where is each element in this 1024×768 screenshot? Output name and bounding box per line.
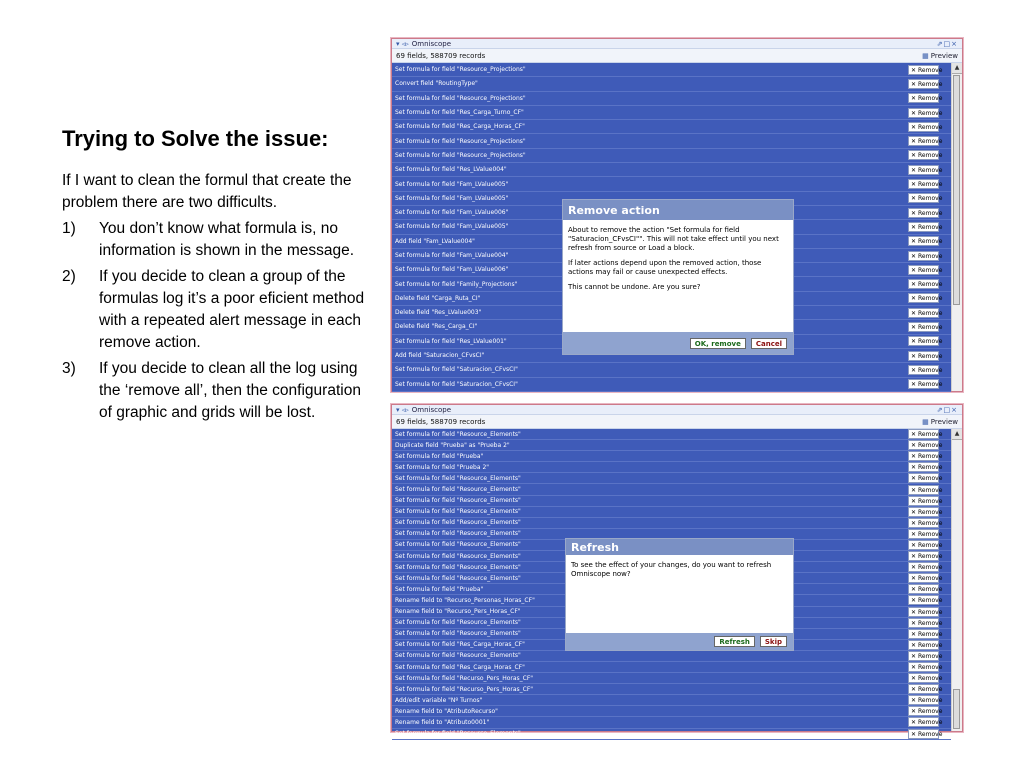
action-row[interactable]	[392, 695, 951, 706]
close-icon: ✕	[911, 266, 917, 274]
refresh-dialog	[565, 538, 794, 651]
remove-label: Remove	[918, 138, 943, 146]
slide-intro: If I want to clean the formul that create the problem there are two difficults.	[62, 172, 352, 211]
close-icon: ✕	[911, 486, 917, 494]
close-icon: ✕	[911, 453, 917, 461]
remove-button[interactable]	[908, 662, 943, 672]
remove-button[interactable]	[908, 562, 943, 572]
remove-button[interactable]	[908, 529, 943, 539]
action-label: Add/edit variable "Nº Turnos"	[395, 696, 483, 704]
remove-button[interactable]	[908, 706, 943, 716]
remove-label: Remove	[918, 295, 943, 303]
action-row[interactable]	[392, 651, 951, 662]
action-label: Set formula for field "Resource_Projections"	[395, 66, 526, 74]
action-label: Rename field to "Recurso_Personas_Horas_CF"	[395, 596, 535, 604]
action-row[interactable]	[392, 177, 951, 191]
remove-button[interactable]	[908, 607, 943, 617]
close-icon: ✕	[911, 553, 917, 561]
action-label: Set formula for field "Resource_Elements"	[395, 430, 521, 438]
close-icon: ✕	[911, 238, 917, 246]
close-icon: ✕	[911, 575, 917, 583]
records-count: 69 fields, 588709 records	[396, 51, 486, 60]
remove-button[interactable]	[908, 365, 943, 375]
remove-label: Remove	[918, 209, 943, 217]
dialog-footer	[563, 332, 793, 354]
remove-label: Remove	[918, 366, 943, 374]
action-label: Set formula for field "Saturacion_CFvsCI"	[395, 380, 518, 388]
action-row[interactable]	[392, 473, 951, 484]
close-icon: ✕	[911, 619, 917, 627]
remove-label: Remove	[918, 475, 943, 483]
remove-label: Remove	[918, 541, 943, 549]
action-label: Set formula for field "Resource_Elements"	[395, 552, 521, 560]
close-icon: ✕	[911, 508, 917, 516]
scrollbar[interactable]	[951, 63, 962, 391]
remove-button[interactable]	[908, 551, 943, 561]
remove-button[interactable]	[908, 79, 943, 89]
remove-label: Remove	[918, 641, 943, 649]
remove-button[interactable]	[908, 193, 943, 203]
close-icon: ✕	[911, 708, 917, 716]
remove-button[interactable]	[908, 179, 943, 189]
action-label: Set formula for field "Fam_LValue006"	[395, 266, 509, 274]
action-row[interactable]	[392, 149, 951, 163]
window-title: Omniscope	[411, 39, 452, 48]
remove-button[interactable]	[908, 379, 943, 389]
remove-label: Remove	[918, 508, 943, 516]
close-icon: ✕	[911, 181, 917, 189]
action-label: Convert field "RoutingType"	[395, 80, 478, 88]
action-label: Set formula for field "Resource_Elements"	[395, 497, 521, 505]
remove-label: Remove	[918, 238, 943, 246]
dialog-title: Remove action	[563, 200, 793, 220]
remove-button[interactable]	[908, 507, 943, 517]
dialog-confirm: This cannot be undone. Are you sure?	[568, 283, 701, 291]
dialog-warning: If later actions depend upon the removed action, those actions may fail or cause unexpected effects.	[568, 259, 762, 276]
dialog-message: About to remove the action "Set formula for field "Saturacion_CFvsCI"". This will not take effect until you next refresh from source or Load a block.	[568, 226, 779, 252]
close-icon: ✕	[911, 564, 917, 572]
close-icon: ✕	[911, 519, 917, 527]
action-row[interactable]	[392, 673, 951, 684]
action-label: Set formula for field "Recurso_Pers_Horas_CF"	[395, 685, 534, 693]
action-label: Set formula for field "Res_Carga_Horas_CF"	[395, 641, 525, 649]
action-label: Set formula for field "Resource_Elements"	[395, 508, 521, 516]
action-label: Set formula for field "Resource_Elements"	[395, 630, 521, 638]
issue-list	[62, 218, 378, 424]
action-row[interactable]	[392, 120, 951, 134]
close-icon: ✕	[911, 686, 917, 694]
remove-button[interactable]	[908, 684, 943, 694]
close-icon: ✕	[911, 664, 917, 672]
action-label: Set formula for field "Saturacion_CFvsCI"	[395, 366, 518, 374]
remove-label: Remove	[918, 597, 943, 605]
action-label: Set formula for field "Fam_LValue005"	[395, 223, 509, 231]
remove-label: Remove	[918, 719, 943, 727]
remove-button[interactable]	[908, 222, 943, 232]
remove-label: Remove	[918, 95, 943, 103]
remove-button[interactable]	[908, 429, 943, 439]
remove-label: Remove	[918, 166, 943, 174]
action-row[interactable]	[392, 462, 951, 473]
remove-action-dialog	[562, 199, 794, 355]
remove-button[interactable]	[908, 640, 943, 650]
ok-remove-button[interactable]: OK, remove	[690, 338, 746, 349]
window-menu-icon[interactable]: ▾ ◃▹	[396, 405, 409, 414]
scroll-up-icon[interactable]: ▲	[952, 63, 962, 74]
scrollbar[interactable]	[951, 429, 962, 731]
close-icon: ✕	[911, 381, 917, 389]
window-titlebar	[392, 39, 962, 49]
remove-label: Remove	[918, 223, 943, 231]
action-label: Set formula for field "Resource_Projections"	[395, 94, 526, 102]
remove-label: Remove	[918, 442, 943, 450]
issue-number: 1)	[62, 220, 76, 237]
dialog-footer	[566, 633, 793, 650]
remove-button[interactable]	[908, 108, 943, 118]
cancel-button[interactable]: Cancel	[751, 338, 787, 349]
action-label: Set formula for field "Res_Carga_Horas_CF"	[395, 123, 525, 131]
action-label: Set formula for field "Fam_LValue005"	[395, 180, 509, 188]
close-icon: ✕	[911, 80, 917, 88]
close-icon: ✕	[911, 95, 917, 103]
issue-number: 3)	[62, 360, 76, 377]
remove-label: Remove	[918, 66, 943, 74]
slide-text-block	[62, 126, 378, 428]
remove-label: Remove	[918, 530, 943, 538]
remove-label: Remove	[918, 519, 943, 527]
remove-button[interactable]	[908, 729, 943, 739]
action-label: Rename field to "Atributo0001"	[395, 718, 490, 726]
close-icon: ✕	[911, 281, 917, 289]
close-icon: ✕	[911, 586, 917, 594]
remove-button[interactable]	[908, 293, 943, 303]
dialog-message: To see the effect of your changes, do you want to refresh Omniscope now?	[571, 561, 772, 578]
skip-button[interactable]: Skip	[760, 636, 787, 647]
window-title: Omniscope	[411, 405, 452, 414]
close-icon: ✕	[911, 641, 917, 649]
close-icon: ✕	[911, 675, 917, 683]
issue-item-1	[62, 218, 378, 262]
action-label: Set formula for field "Res_LValue004"	[395, 166, 507, 174]
close-icon: ✕	[911, 475, 917, 483]
close-icon: ✕	[911, 195, 917, 203]
issue-item-3	[62, 358, 378, 424]
preview-label: Preview	[930, 51, 958, 60]
action-label: Set formula for field "Res_Carga_Horas_CF"	[395, 663, 525, 671]
action-label: Rename field to "Recurso_Pers_Horas_CF"	[395, 608, 521, 616]
remove-label: Remove	[918, 675, 943, 683]
scrollbar-thumb[interactable]	[953, 689, 960, 729]
remove-button[interactable]	[908, 473, 943, 483]
remove-label: Remove	[918, 497, 943, 505]
remove-label: Remove	[918, 697, 943, 705]
remove-label: Remove	[918, 608, 943, 616]
action-row[interactable]	[392, 77, 951, 91]
remove-label: Remove	[918, 464, 943, 472]
remove-button[interactable]	[908, 573, 943, 583]
remove-label: Remove	[918, 309, 943, 317]
action-label: Set formula for field "Resource_Elements"	[395, 519, 521, 527]
action-label: Set formula for field "Res_LValue001"	[395, 337, 507, 345]
remove-label: Remove	[918, 575, 943, 583]
remove-label: Remove	[918, 686, 943, 694]
dialog-body	[566, 555, 793, 591]
remove-button[interactable]	[908, 208, 943, 218]
close-icon: ✕	[911, 123, 917, 131]
remove-button[interactable]	[908, 584, 943, 594]
action-row[interactable]	[392, 363, 951, 377]
action-row[interactable]	[392, 717, 951, 728]
close-icon: ✕	[911, 352, 917, 360]
close-icon: ✕	[911, 109, 917, 117]
action-row[interactable]	[392, 684, 951, 695]
preview-icon: ▦	[922, 51, 929, 60]
omniscope-window-bottom	[391, 404, 963, 738]
remove-button[interactable]	[908, 93, 943, 103]
action-row[interactable]	[392, 440, 951, 451]
action-label: Set formula for field "Fam_LValue006"	[395, 209, 509, 217]
remove-label: Remove	[918, 586, 943, 594]
remove-label: Remove	[918, 486, 943, 494]
action-label: Set formula for field "Res_Carga_Turno_CF"	[395, 109, 524, 117]
window-titlebar	[392, 405, 962, 415]
remove-button[interactable]	[908, 150, 943, 160]
omniscope-window-top	[391, 38, 963, 392]
action-label: Duplicate field "Prueba" as "Prueba 2"	[395, 441, 510, 449]
close-icon: ✕	[911, 431, 917, 439]
remove-button[interactable]	[908, 351, 943, 361]
close-icon: ✕	[911, 338, 917, 346]
action-label: Set formula for field "Prueba"	[395, 452, 484, 460]
remove-button[interactable]	[908, 265, 943, 275]
issue-item-2	[62, 266, 378, 354]
preview-label: Preview	[930, 417, 958, 426]
remove-button[interactable]	[908, 618, 943, 628]
action-label: Set formula for field "Resource_Elements"	[395, 619, 521, 627]
remove-button[interactable]	[908, 336, 943, 346]
scrollbar-thumb[interactable]	[953, 75, 960, 305]
remove-button[interactable]	[908, 717, 943, 727]
action-label: Rename field to "AtributoRecurso"	[395, 707, 498, 715]
remove-button[interactable]	[908, 279, 943, 289]
close-icon: ✕	[911, 166, 917, 174]
remove-label: Remove	[918, 195, 943, 203]
action-row[interactable]	[392, 378, 951, 392]
action-label: Delete field "Res_LValue003"	[395, 309, 482, 317]
remove-label: Remove	[918, 431, 943, 439]
remove-button[interactable]	[908, 308, 943, 318]
action-label: Set formula for field "Prueba"	[395, 585, 484, 593]
action-label: Add field "Saturacion_CFvsCI"	[395, 352, 485, 360]
action-label: Set formula for field "Resource_Projections"	[395, 151, 526, 159]
action-label: Set formula for field "Fam_LValue004"	[395, 252, 509, 259]
close-icon: ✕	[911, 209, 917, 217]
action-label: Set formula for field "Recurso_Pers_Horas_CF"	[395, 674, 534, 682]
close-icon: ✕	[911, 323, 917, 331]
remove-label: Remove	[918, 630, 943, 638]
action-row[interactable]	[392, 63, 951, 77]
action-label: Set formula for field "Resource_Elements"	[395, 541, 521, 549]
remove-button[interactable]	[908, 440, 943, 450]
remove-label: Remove	[918, 80, 943, 88]
action-label: Set formula for field "Prueba 2"	[395, 463, 490, 471]
action-row[interactable]	[392, 662, 951, 673]
remove-label: Remove	[918, 352, 943, 360]
remove-label: Remove	[918, 281, 943, 289]
remove-label: Remove	[918, 664, 943, 672]
action-row[interactable]	[392, 484, 951, 495]
close-icon: ✕	[911, 366, 917, 374]
remove-button[interactable]	[908, 540, 943, 550]
issue-number: 2)	[62, 268, 76, 285]
remove-button[interactable]	[908, 651, 943, 661]
scroll-up-icon[interactable]: ▲	[952, 429, 962, 440]
remove-button[interactable]	[908, 629, 943, 639]
preview-button[interactable]	[922, 418, 958, 426]
close-icon: ✕	[911, 597, 917, 605]
remove-button[interactable]	[908, 165, 943, 175]
action-row[interactable]	[392, 518, 951, 529]
window-menu-icon[interactable]: ▾ ◃▹	[396, 39, 409, 48]
remove-button[interactable]	[908, 673, 943, 683]
action-label: Set formula for field "Resource_Elements"	[395, 486, 521, 494]
close-icon: ✕	[911, 138, 917, 146]
remove-label: Remove	[918, 109, 943, 117]
close-icon: ✕	[911, 295, 917, 303]
preview-icon: ▦	[922, 417, 929, 426]
action-row[interactable]	[392, 706, 951, 717]
preview-button[interactable]	[922, 52, 958, 60]
records-count: 69 fields, 588709 records	[396, 417, 486, 426]
close-icon: ✕	[911, 252, 917, 260]
close-icon: ✕	[911, 530, 917, 538]
remove-button[interactable]	[908, 518, 943, 528]
issue-text: If you decide to clean all the log using the ‘remove all’, then the configuration of graphic and grids will be lost.	[99, 360, 361, 421]
remove-button[interactable]	[908, 485, 943, 495]
remove-label: Remove	[918, 152, 943, 160]
window-controls-icon[interactable]: ⇗□×	[936, 39, 958, 48]
remove-label: Remove	[918, 338, 943, 346]
action-label: Set formula for field "Resource_Elements"	[395, 574, 521, 582]
close-icon: ✕	[911, 652, 917, 660]
remove-label: Remove	[918, 708, 943, 716]
issue-text: You don’t know what formula is, no information is shown in the message.	[99, 220, 355, 259]
action-row[interactable]	[392, 106, 951, 120]
remove-button[interactable]	[908, 322, 943, 332]
dialog-body	[563, 220, 793, 304]
action-label: Delete field "Res_Carga_CI"	[395, 323, 478, 331]
remove-label: Remove	[918, 453, 943, 461]
action-label: Add field "Fam_LValue004"	[395, 237, 475, 245]
close-icon: ✕	[911, 442, 917, 450]
remove-button[interactable]	[908, 451, 943, 461]
close-icon: ✕	[911, 152, 917, 160]
action-row[interactable]	[392, 134, 951, 148]
close-icon: ✕	[911, 223, 917, 231]
close-icon: ✕	[911, 541, 917, 549]
records-bar	[392, 415, 962, 429]
remove-label: Remove	[918, 381, 943, 389]
remove-label: Remove	[918, 266, 943, 274]
close-icon: ✕	[911, 497, 917, 505]
action-label: Set formula for field "Family_Projections"	[395, 280, 518, 288]
action-row[interactable]	[392, 429, 951, 440]
refresh-button[interactable]: Refresh	[714, 636, 755, 647]
action-label: Set formula for field "Resource_Elements"	[395, 474, 521, 482]
action-row[interactable]	[392, 496, 951, 507]
action-label: Delete field "Carga_Ruta_CI"	[395, 294, 481, 302]
dialog-title: Refresh	[566, 539, 793, 555]
remove-label: Remove	[918, 252, 943, 260]
action-label: Set formula for field "Resource_Elements"	[395, 563, 521, 571]
close-icon: ✕	[911, 464, 917, 472]
remove-label: Remove	[918, 553, 943, 561]
remove-button[interactable]	[908, 595, 943, 605]
issue-text: If you decide to clean a group of the formulas log it’s a poor eficient method with a repeated alert message in each remove action.	[99, 268, 365, 351]
remove-button[interactable]	[908, 462, 943, 472]
action-row[interactable]	[392, 163, 951, 177]
close-icon: ✕	[911, 309, 917, 317]
remove-button[interactable]	[908, 695, 943, 705]
action-label: Set formula for field "Resource_Projections"	[395, 137, 526, 145]
remove-label: Remove	[918, 564, 943, 572]
close-icon: ✕	[911, 719, 917, 727]
action-row[interactable]	[392, 729, 951, 740]
remove-label: Remove	[918, 323, 943, 331]
remove-button[interactable]	[908, 65, 943, 75]
close-icon: ✕	[911, 630, 917, 638]
close-icon: ✕	[911, 697, 917, 705]
action-row[interactable]	[392, 92, 951, 106]
remove-label: Remove	[918, 181, 943, 189]
remove-label: Remove	[918, 619, 943, 627]
action-label: Set formula for field "Resource_Elements"	[395, 652, 521, 660]
remove-label: Remove	[918, 730, 943, 738]
action-label: Set formula for field "Resource_Elements"	[395, 530, 521, 538]
remove-button[interactable]	[908, 236, 943, 246]
window-controls-icon[interactable]: ⇗□×	[936, 405, 958, 414]
close-icon: ✕	[911, 608, 917, 616]
remove-button[interactable]	[908, 122, 943, 132]
action-row[interactable]	[392, 451, 951, 462]
action-label: Set formula for field "Resource_Elements"	[395, 730, 521, 738]
remove-label: Remove	[918, 123, 943, 131]
action-row[interactable]	[392, 507, 951, 518]
remove-button[interactable]	[908, 251, 943, 261]
action-label: Set formula for field "Fam_LValue005"	[395, 194, 509, 202]
remove-button[interactable]	[908, 496, 943, 506]
remove-label: Remove	[918, 652, 943, 660]
close-icon: ✕	[911, 66, 917, 74]
remove-button[interactable]	[908, 136, 943, 146]
records-bar	[392, 49, 962, 63]
close-icon: ✕	[911, 730, 917, 738]
slide-title: Trying to Solve the issue:	[62, 126, 329, 151]
